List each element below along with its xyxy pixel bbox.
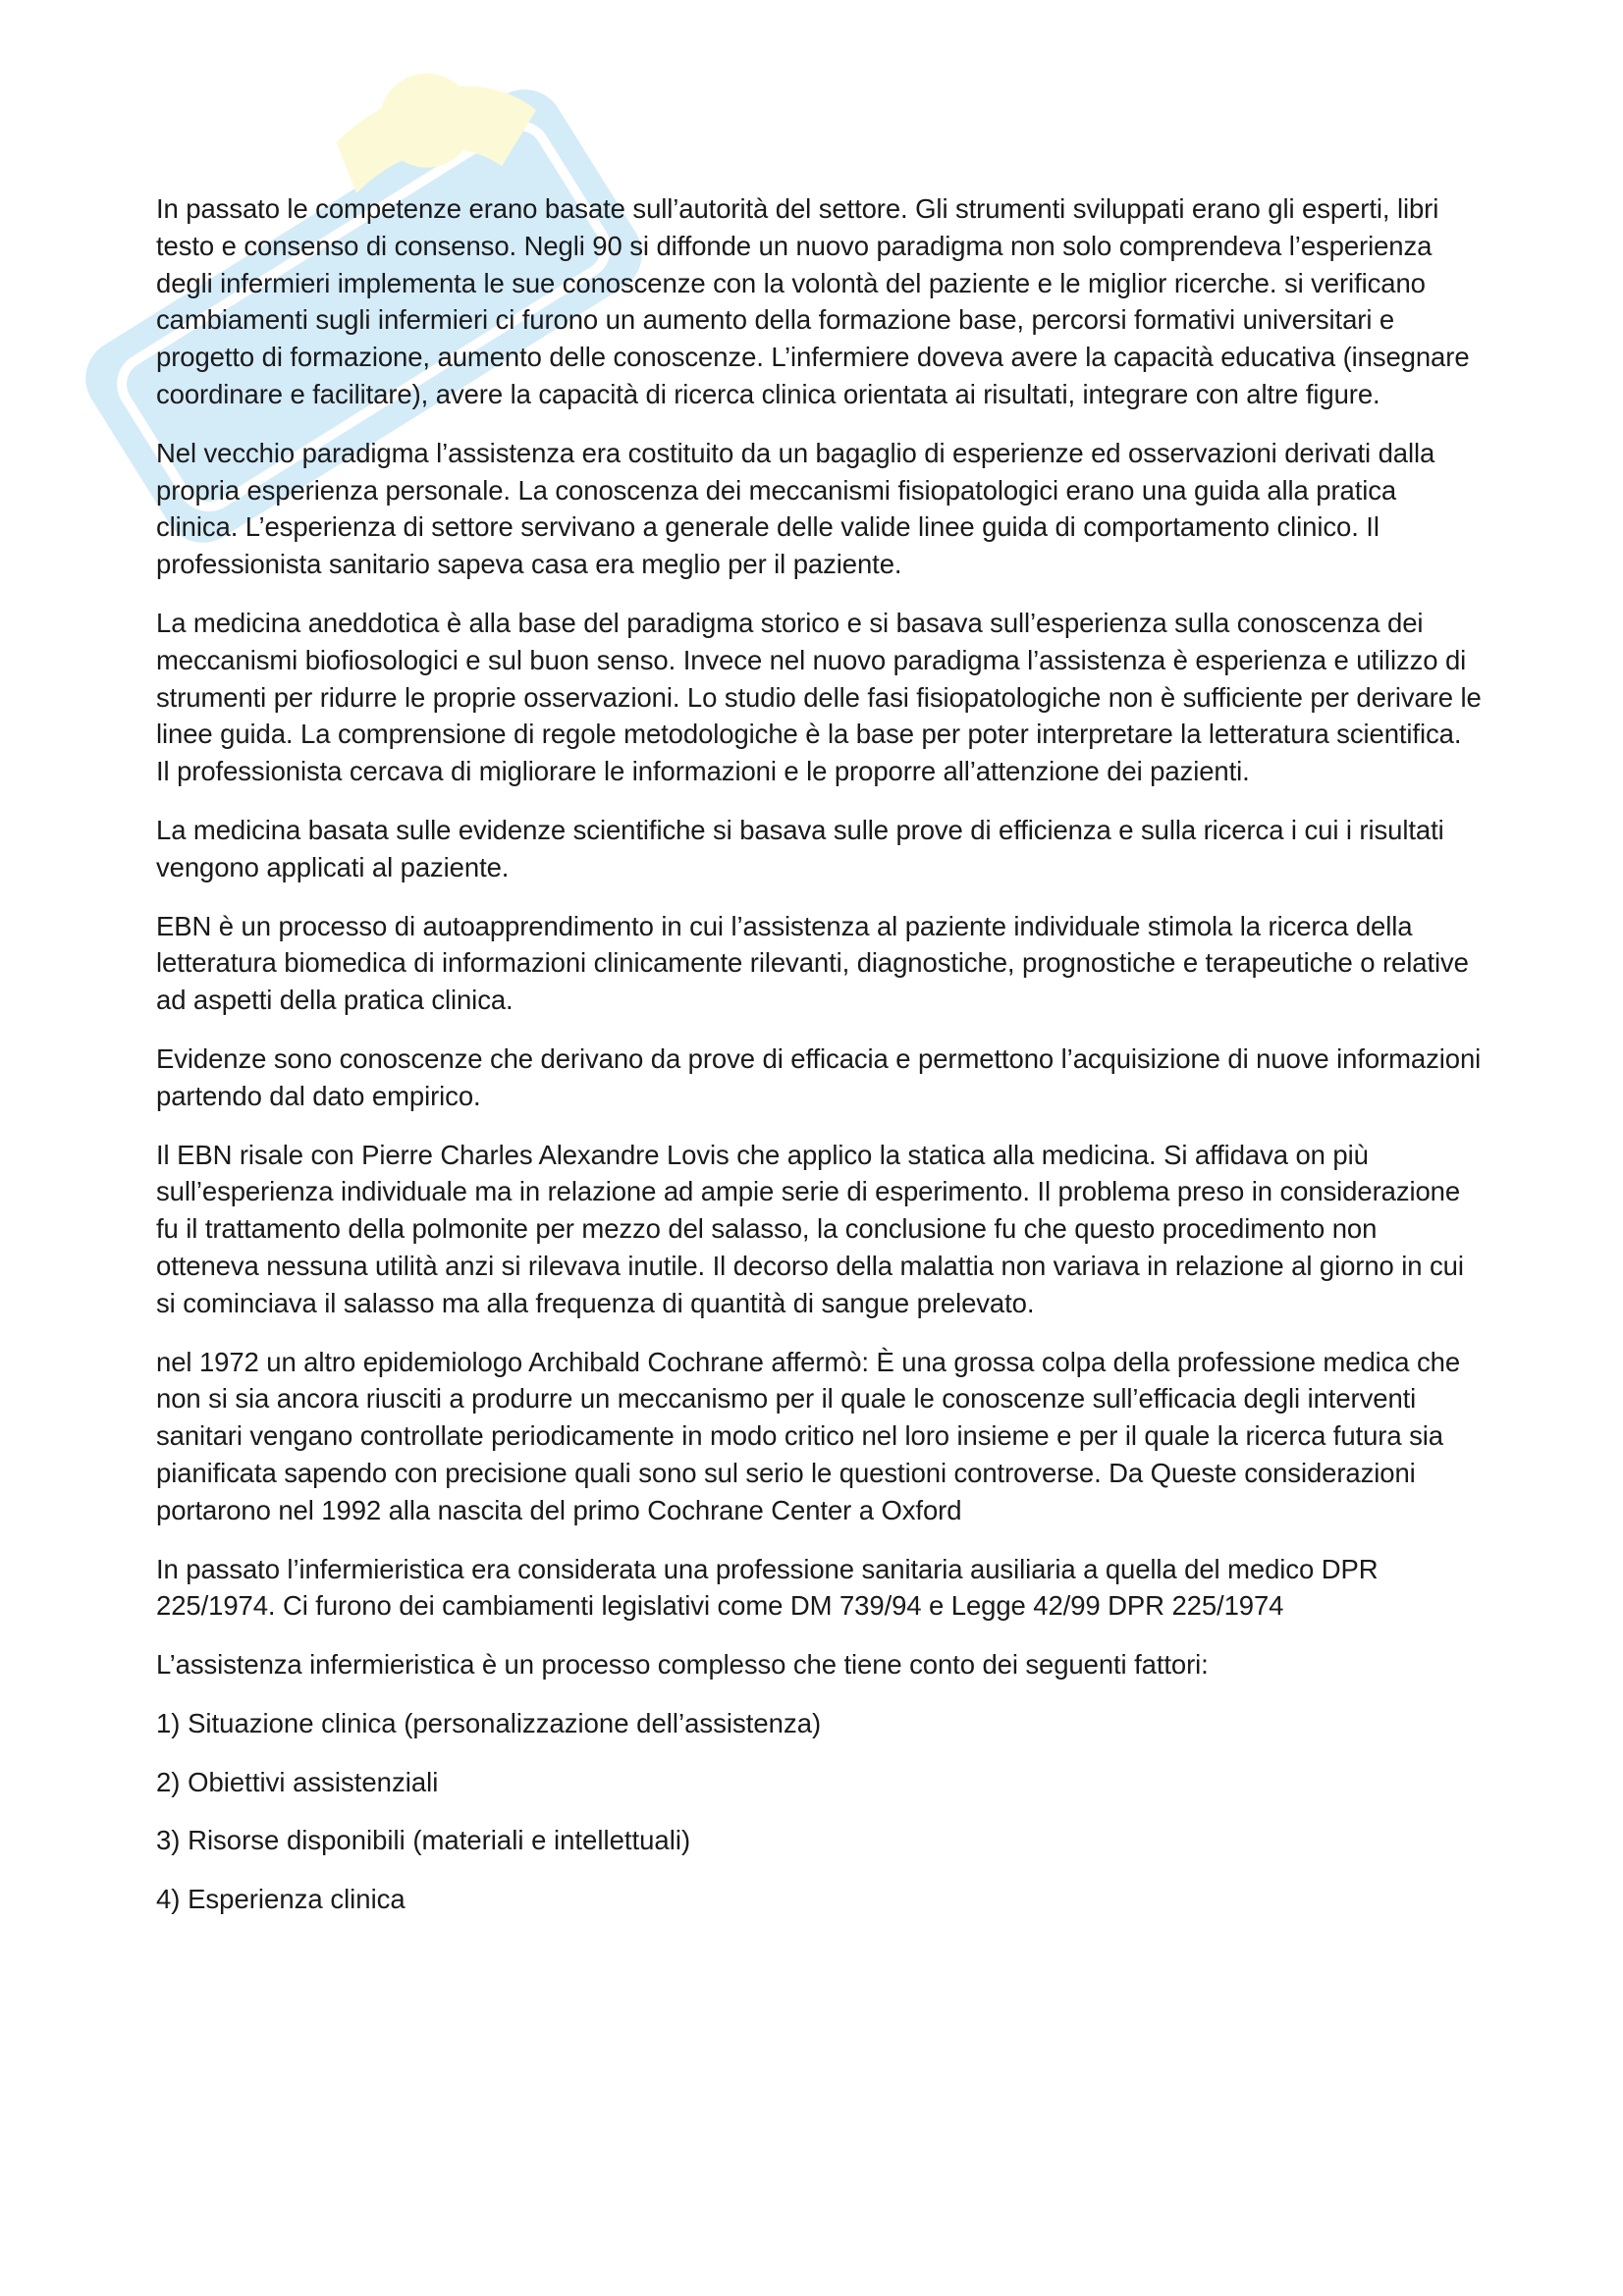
list-item: 4) Esperienza clinica bbox=[156, 1884, 406, 1915]
paragraph: nel 1972 un altro epidemiologo Archibald Cochrane affermò: È una grossa colpa della professione medica che non si sia ancora riusciti a produrre un meccanismo per il quale le conoscenze sull’efficacia degli interventi sanitari vengano controllate periodicamente in modo critico nel loro insieme e per il quale la ricerca futura sia pianificata sapendo con precisione quali sono sul serio le questioni controverse. Da Queste considerazioni portarono nel 1992 alla nascita del primo Cochrane Center a Oxford bbox=[156, 1346, 1461, 1525]
paragraph: L’assistenza infermieristica è un processo complesso che tiene conto dei seguenti fattori: bbox=[156, 1649, 1209, 1681]
list-item: 1) Situazione clinica (personalizzazione dell’assistenza) bbox=[156, 1707, 822, 1738]
paragraph: La medicina aneddotica è alla base del paradigma storico e si basava sull’esperienza sulla conoscenza dei meccanismi biofiosologici e sul buon senso. Invece nel nuovo paradigma l’assistenza è esperienza e utilizzo di strumenti per ridurre le proprie osservazioni. Lo studio delle fasi fisiopatologiche non è sufficiente per derivare le linee guida. La comprensione di regole metodologiche è la base per poter interpretare la letteratura scientifica. Il professionista cercava di migliorare le informazioni e le proporre all’attenzione dei pazienti. bbox=[156, 607, 1482, 787]
list-item: 3) Risorse disponibili (materiali e intellettuali) bbox=[156, 1825, 691, 1856]
paragraph: Nel vecchio paradigma l’assistenza era costituito da un bagaglio di esperienze ed osservazioni derivati dalla propria esperienza personale. La conoscenza dei meccanismi fisiopatologici erano una guida alla pratica clinica. L’esperienza di settore servivano a generale delle valide linee guida di comportamento clinico. Il professionista sanitario sapeva casa era meglio per il paziente. bbox=[156, 437, 1435, 580]
paragraph: In passato le competenze erano basate sull’autorità del settore. Gli strumenti sviluppati erano gli esperti, libri testo e consenso di consenso. Negli 90 si diffonde un nuovo paradigma non solo comprendeva l’esperienza degli infermieri implementa le sue conoscenze con la volontà del paziente e le miglior ricerche. si verificano cambiamenti sugli infermieri ci furono un aumento della formazione base, percorsi formativi universitari e progetto di formazione, aumento delle conoscenze. L’infermiere doveva avere la capacità educativa (insegnare coordinare e facilitare), avere la capacità di ricerca clinica orientata ai risultati, integrare con altre figure. bbox=[156, 193, 1470, 409]
document-body bbox=[156, 190, 1482, 1940]
paragraph: In passato l’infermieristica era considerata una professione sanitaria ausiliaria a quella del medico DPR 225/1974. Ci furono dei cambiamenti legislativi come DM 739/94 e Legge 42/99 DPR 225/1974 bbox=[156, 1553, 1379, 1622]
list-item: 2) Obiettivi assistenziali bbox=[156, 1766, 439, 1797]
paragraph: EBN è un processo di autoapprendimento in cui l’assistenza al paziente individuale stimola la ricerca della letteratura biomedica di informazioni clinicamente rilevanti, diagnostiche, prognostiche e terapeutiche o relative ad aspetti della pratica clinica. bbox=[156, 910, 1469, 1016]
paragraph: Evidenze sono conoscenze che derivano da prove di efficacia e permettono l’acquisizione di nuove informazioni partendo dal dato empirico. bbox=[156, 1042, 1482, 1111]
paragraph: La medicina basata sulle evidenze scientifiche si basava sulle prove di efficienza e sulla ricerca i cui i risultati vengono applicati al paziente. bbox=[156, 814, 1444, 882]
paragraph: Il EBN risale con Pierre Charles Alexandre Lovis che applico la statica alla medicina. Si affidava on più sull’esperienza individuale ma in relazione ad ampie serie di esperimento. Il problema preso in considerazione fu il trattamento della polmonite per mezzo del salasso, la conclusione fu che questo procedimento non otteneva nessuna utilità anzi si rilevava inutile. Il decorso della malattia non variava in relazione al giorno in cui si cominciava il salasso ma alla frequenza di quantità di sangue prelevato. bbox=[156, 1139, 1464, 1318]
